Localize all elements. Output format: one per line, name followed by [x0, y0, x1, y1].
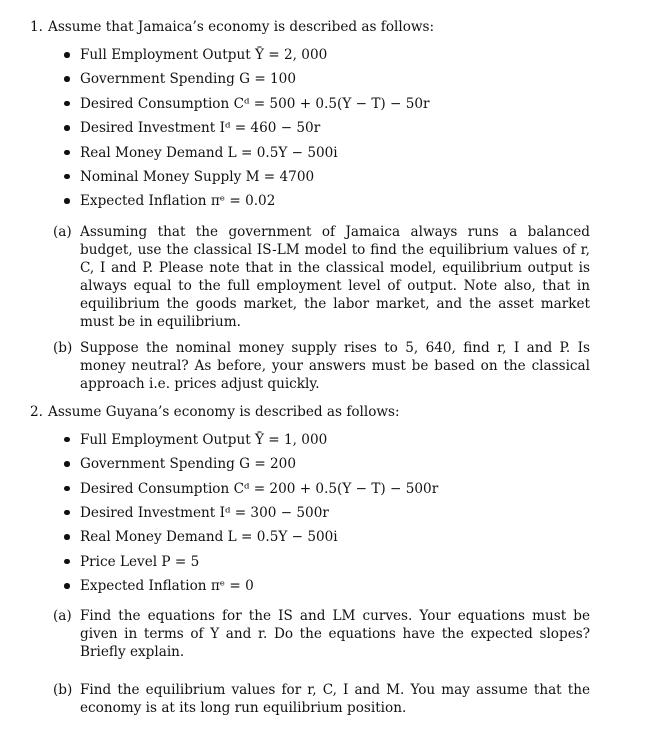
- question-number: 2.: [30, 403, 43, 420]
- bullet-item: Desired Consumption Cᵈ = 500 + 0.5(Y − T) − 50r: [64, 95, 590, 119]
- question-part: [53, 339, 590, 393]
- bullet-item: Government Spending G = 100: [64, 70, 590, 94]
- bullet-item: Nominal Money Supply M = 4700: [64, 168, 590, 192]
- question-2-parts: [30, 607, 590, 717]
- bullet-item: Real Money Demand L = 0.5Y − 500i: [64, 528, 590, 552]
- bullet-item: Full Employment Output Ȳ = 2, 000: [64, 46, 590, 70]
- bullet-item: Expected Inflation πᵉ = 0: [64, 577, 590, 601]
- question-1-header: [30, 18, 590, 36]
- bullet-item: Expected Inflation πᵉ = 0.02: [64, 192, 590, 216]
- part-label: (b): [53, 339, 73, 356]
- bullet-item: Real Money Demand L = 0.5Y − 500i: [64, 144, 590, 168]
- part-label: (b): [53, 682, 73, 699]
- part-label: (a): [53, 223, 72, 240]
- question-1-parts: [30, 223, 590, 393]
- bullet-item: Desired Investment Iᵈ = 460 − 50r: [64, 119, 590, 143]
- bullet-item: Price Level P = 5: [64, 553, 590, 577]
- part-text: Find the equations for the IS and LM curves. Your equations must be given in terms of Y and r. Do the equations have the expected slopes? Briefly explain.: [80, 608, 590, 661]
- bullet-item: Full Employment Output Ȳ = 1, 000: [64, 431, 590, 455]
- question-part: [53, 223, 590, 331]
- question-2-bullet-list: [30, 431, 590, 602]
- part-label: (a): [53, 608, 72, 625]
- question-part: [53, 607, 590, 661]
- question-part: [53, 681, 590, 717]
- question-2-header: [30, 403, 590, 421]
- question-number: 1.: [30, 19, 43, 35]
- part-text: Suppose the nominal money supply rises to 5, 640, find r, I and P. Is money neutral? As before, your answers must be based on the classical approach i.e. prices adjust quickly.: [80, 339, 590, 392]
- part-text: Find the equilibrium values for r, C, I and M. You may assume that the economy is at its long run equilibrium position.: [80, 682, 590, 717]
- question-intro: Assume that Jamaica’s economy is described as follows:: [48, 19, 435, 35]
- part-text: Assuming that the government of Jamaica always runs a balanced budget, use the classical IS-LM model to find the equilibrium values of r, C, I and P. Please note that in the classical model, equilibrium output is always equal to the full employment level of output. Note also, that in equilibrium the goods market, the labor market, and the asset market must be in equilibrium.: [80, 223, 590, 330]
- question-1: [30, 18, 590, 393]
- question-1-bullet-list: [30, 46, 590, 217]
- bullet-item: Government Spending G = 200: [64, 455, 590, 479]
- question-2: [30, 403, 590, 718]
- question-intro: Assume Guyana’s economy is described as follows:: [48, 403, 400, 420]
- bullet-item: Desired Investment Iᵈ = 300 − 500r: [64, 504, 590, 528]
- bullet-item: Desired Consumption Cᵈ = 200 + 0.5(Y − T) − 500r: [64, 480, 590, 504]
